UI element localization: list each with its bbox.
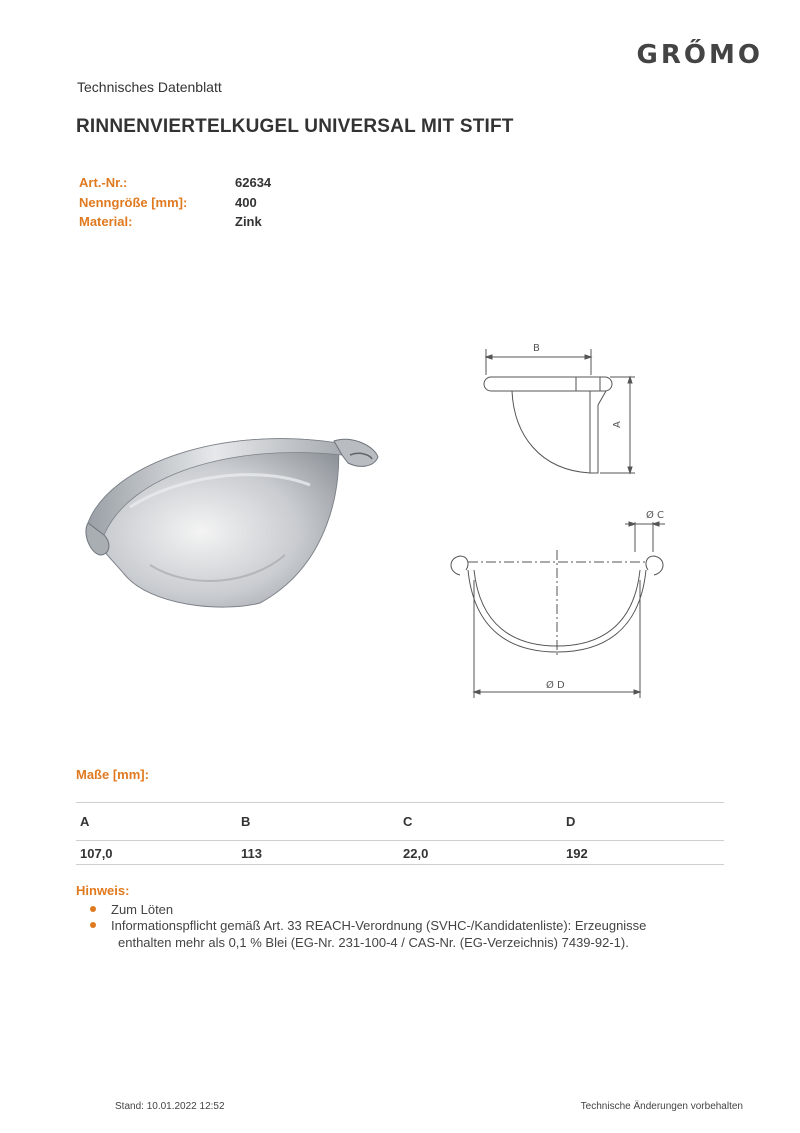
spec-value-material: Zink — [235, 214, 262, 229]
spec-label-material: Material: — [79, 214, 133, 229]
table-header-d: D — [566, 814, 576, 829]
spec-value-article-number: 62634 — [235, 175, 272, 190]
table-top-rule — [76, 802, 724, 803]
table-bottom-rule — [76, 864, 724, 865]
side-view-drawing — [470, 335, 640, 475]
table-value-c: 22,0 — [403, 846, 429, 861]
note-item-continuation: enthalten mehr als 0,1 % Blei (EG-Nr. 231-100-4 / CAS-Nr. (EG-Verzeichnis) 7439-92-1). — [118, 935, 629, 950]
label-a: A — [612, 421, 623, 428]
note-item: Informationspflicht gemäß Art. 33 REACH-Verordnung (SVHC-/Kandidatenliste): Erzeugnisse — [111, 918, 647, 933]
front-view-drawing — [440, 500, 680, 705]
label-d: Ø D — [546, 680, 565, 691]
product-title: RINNENVIERTELKUGEL UNIVERSAL MIT STIFT — [76, 116, 514, 137]
label-b: B — [533, 343, 540, 354]
spec-label-nominal-size: Nenngröße [mm]: — [79, 195, 188, 210]
table-header-a: A — [80, 814, 90, 829]
note-item: Zum Löten — [111, 902, 174, 917]
table-value-b: 113 — [241, 846, 262, 861]
spec-value-nominal-size: 400 — [235, 195, 257, 210]
table-value-d: 192 — [566, 846, 588, 861]
note-bullet — [90, 906, 96, 912]
brand-logo: GRŐMO — [636, 40, 763, 70]
footer-date: Stand: 10.01.2022 12:52 — [115, 1101, 225, 1112]
table-header-rule — [76, 840, 724, 841]
note-bullet — [90, 922, 96, 928]
footer-disclaimer: Technische Änderungen vorbehalten — [580, 1101, 743, 1112]
document-type: Technisches Datenblatt — [77, 79, 222, 95]
notes-heading: Hinweis: — [76, 883, 130, 898]
label-c: Ø C — [646, 510, 665, 521]
dimensions-heading: Maße [mm]: — [76, 767, 149, 782]
table-value-a: 107,0 — [80, 846, 113, 861]
table-header-c: C — [403, 814, 413, 829]
table-header-b: B — [241, 814, 251, 829]
spec-label-article-number: Art.-Nr.: — [79, 175, 128, 190]
product-photo — [70, 415, 390, 615]
